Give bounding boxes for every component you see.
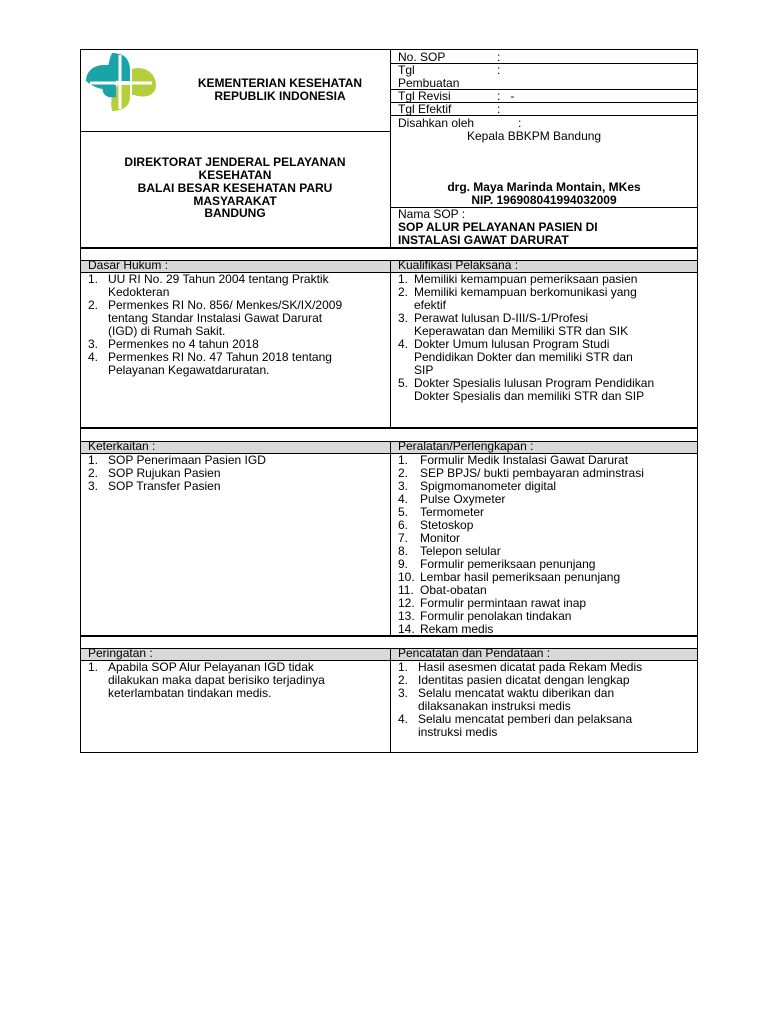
list-item-number: 14. <box>398 622 415 636</box>
list-item-number: 13. <box>398 609 415 623</box>
list-item-text: Permenkes no 4 tahun 2018 <box>108 337 259 351</box>
section-divider <box>390 260 391 428</box>
directorate-line4: MASYARAKAT <box>193 194 277 208</box>
list-item-text: Formulir permintaan rawat inap <box>420 596 587 610</box>
list-item-text: SEP BPJS/ bukti pembayaran adminstrasi <box>420 466 644 480</box>
peralatan-title: Peralatan/Perlengkapan : <box>398 439 534 453</box>
list-item-text: Pelayanan Kegawatdaruratan. <box>108 363 270 377</box>
list-item <box>88 273 384 299</box>
header-divider <box>390 49 391 248</box>
list-item-text: SIP <box>414 363 434 377</box>
list-item <box>398 713 694 739</box>
list-item <box>398 312 694 338</box>
list-item-text: keterlambatan tindakan medis. <box>108 686 272 700</box>
peralatan-list <box>398 454 694 636</box>
list-item-text: Obat-obatan <box>420 583 487 597</box>
section-line <box>80 441 698 442</box>
signer-nip: NIP. 196908041994032009 <box>471 193 617 207</box>
list-item-number: 1. <box>88 453 99 467</box>
list-item-number: 6. <box>398 518 409 532</box>
list-item-number: 4. <box>398 492 409 506</box>
list-item-text: Apabila SOP Alur Pelayanan IGD tidak <box>108 660 314 674</box>
list-item-text: SOP Penerimaan Pasien IGD <box>108 453 266 467</box>
disahkan-colon: : <box>518 116 522 130</box>
efektif-colon: : <box>497 102 501 116</box>
efektif-label: Tgl Efektif <box>398 102 452 116</box>
signer-name: drg. Maya Marinda Montain, MKes <box>447 180 641 194</box>
list-item-text: Pendidikan Dokter dan memiliki STR dan <box>414 350 633 364</box>
list-item-number: 3. <box>398 479 409 493</box>
peringatan-list <box>88 661 384 700</box>
directorate-line2: KESEHATAN <box>198 168 272 182</box>
list-item-number: 4. <box>398 712 409 726</box>
list-item-text: Dokter Spesialis lulusan Program Pendidikan <box>414 376 655 390</box>
section-divider <box>390 648 391 753</box>
list-item-text: (IGD) di Rumah Sakit. <box>108 324 226 338</box>
list-item-text: Formulir Medik Instalasi Gawat Darurat <box>420 453 629 467</box>
tgl-label: Tgl <box>398 63 415 77</box>
directorate-line5: BANDUNG <box>204 206 266 220</box>
list-item-text: Keperawatan dan Memiliki STR dan SIK <box>414 324 629 338</box>
list-item-number: 10. <box>398 570 415 584</box>
list-item-number: 5. <box>398 505 409 519</box>
kualifikasi-title: Kualifikasi Pelaksana : <box>398 258 519 272</box>
list-item <box>88 351 384 377</box>
list-item-text: Pulse Oxymeter <box>420 492 506 506</box>
list-item-text: Hasil asesmen dicatat pada Rekam Medis <box>418 660 643 674</box>
list-item <box>398 687 694 713</box>
list-item-text: instruksi medis <box>418 725 498 739</box>
list-item-number: 11. <box>398 583 414 597</box>
section-line <box>80 648 698 649</box>
list-item-text: dilakukan maka dapat berisiko terjadinya <box>108 673 325 687</box>
list-item-number: 3. <box>88 479 99 493</box>
directorate-line3: BALAI BESAR KESEHATAN PARU <box>137 181 333 195</box>
tgl-colon: : <box>497 63 501 77</box>
pembuatan-label: Pembuatan <box>398 76 460 90</box>
list-item <box>398 623 694 636</box>
list-item-text: UU RI No. 29 Tahun 2004 tentang Praktik <box>108 272 329 286</box>
list-item-number: 1. <box>88 660 99 674</box>
list-item-text: Termometer <box>420 505 485 519</box>
list-item-number: 3. <box>88 337 99 351</box>
list-item-text: Monitor <box>420 531 461 545</box>
list-item-number: 4. <box>398 337 409 351</box>
list-item <box>398 377 694 403</box>
list-item-text: Permenkes RI No. 47 Tahun 2018 tentang <box>108 350 332 364</box>
dasar-hukum-list <box>88 273 384 377</box>
revisi-value: : - <box>497 89 515 103</box>
ministry-name-line1: KEMENTERIAN KESEHATAN <box>197 76 363 90</box>
no-sop-colon: : <box>497 50 501 64</box>
list-item-text: tentang Standar Instalasi Gawat Darurat <box>108 311 323 325</box>
list-item-text: Identitas pasien dicatat dengan lengkap <box>418 673 630 687</box>
pencatatan-title: Pencatatan dan Pendataan : <box>398 646 551 660</box>
section-divider <box>390 441 391 636</box>
disahkan-label: Disahkan oleh <box>398 116 475 130</box>
list-item-text: Rekam medis <box>420 622 494 636</box>
list-item-number: 1. <box>398 453 409 467</box>
list-item <box>398 286 694 312</box>
kepala-title: Kepala BBKPM Bandung <box>467 129 602 143</box>
list-item-number: 5. <box>398 376 409 390</box>
list-item-text: Dokter Umum lulusan Program Studi <box>414 337 610 351</box>
list-item <box>88 299 384 338</box>
keterkaitan-list <box>88 454 384 493</box>
list-item-text: dilaksanakan instruksi medis <box>418 699 571 713</box>
list-item-text: Permenkes RI No. 856/ Menkes/SK/IX/2009 <box>108 298 343 312</box>
section-header-bg <box>81 260 697 272</box>
keterkaitan-title: Keterkaitan : <box>88 439 156 453</box>
list-item-text: SOP Transfer Pasien <box>108 479 221 493</box>
list-item-number: 1. <box>398 660 409 674</box>
list-item-number: 1. <box>398 272 409 286</box>
list-item <box>88 661 384 700</box>
list-item-number: 1. <box>88 272 99 286</box>
peringatan-title: Peringatan : <box>88 646 153 660</box>
list-item-text: Lembar hasil pemeriksaan penunjang <box>420 570 621 584</box>
logo-cross <box>90 55 152 109</box>
list-item-number: 2. <box>88 466 99 480</box>
dasar-hukum-title: Dasar Hukum : <box>88 258 169 272</box>
ministry-name-line2: REPUBLIK INDONESIA <box>214 89 346 103</box>
directorate-line1: DIREKTORAT JENDERAL PELAYANAN <box>124 155 346 169</box>
ministry-logo <box>82 51 158 113</box>
list-item-text: Memiliki kemampuan pemeriksaan pasien <box>414 272 638 286</box>
header-left-split <box>80 131 390 132</box>
list-item-number: 2. <box>88 298 99 312</box>
list-item-number: 7. <box>398 531 409 545</box>
section-line <box>80 260 698 261</box>
list-item-text: Spigmomanometer digital <box>420 479 557 493</box>
list-item-text: Dokter Spesialis dan memiliki STR dan SIP <box>414 389 645 403</box>
kualifikasi-list <box>398 273 694 403</box>
list-item-text: efektif <box>414 298 447 312</box>
list-item <box>88 480 384 493</box>
nama-sop-line2: INSTALASI GAWAT DARURAT <box>398 233 569 247</box>
no-sop-label: No. SOP <box>398 50 446 64</box>
list-item-number: 12. <box>398 596 415 610</box>
nama-sop-label: Nama SOP : <box>398 207 466 221</box>
list-item-number: 2. <box>398 285 409 299</box>
nama-sop-line1: SOP ALUR PELAYANAN PASIEN DI <box>398 220 598 234</box>
list-item <box>398 338 694 377</box>
list-item-text: Formulir penolakan tindakan <box>420 609 572 623</box>
list-item-text: Telepon selular <box>420 544 501 558</box>
list-item-number: 2. <box>398 673 409 687</box>
list-item-number: 2. <box>398 466 409 480</box>
list-item-text: Perawat lulusan D-III/S-1/Profesi <box>414 311 589 325</box>
list-item-text: Memiliki kemampuan berkomunikasi yang <box>414 285 637 299</box>
list-item-number: 3. <box>398 311 409 325</box>
section-header-bg <box>81 441 697 453</box>
section-header-bg <box>81 648 697 660</box>
list-item-text: Kedokteran <box>108 285 170 299</box>
logo-leaf-small <box>103 85 116 97</box>
revisi-label: Tgl Revisi <box>398 89 451 103</box>
pencatatan-list <box>398 661 694 739</box>
list-item-text: Formulir pemeriksaan penunjang <box>420 557 596 571</box>
list-item-text: Selalu mencatat pemberi dan pelaksana <box>418 712 633 726</box>
list-item-number: 8. <box>398 544 409 558</box>
list-item-number: 4. <box>88 350 99 364</box>
list-item-text: Stetoskop <box>420 518 474 532</box>
list-item-number: 3. <box>398 686 409 700</box>
list-item-text: SOP Rujukan Pasien <box>108 466 221 480</box>
list-item-number: 9. <box>398 557 409 571</box>
list-item-text: Selalu mencatat waktu diberikan dan <box>418 686 615 700</box>
